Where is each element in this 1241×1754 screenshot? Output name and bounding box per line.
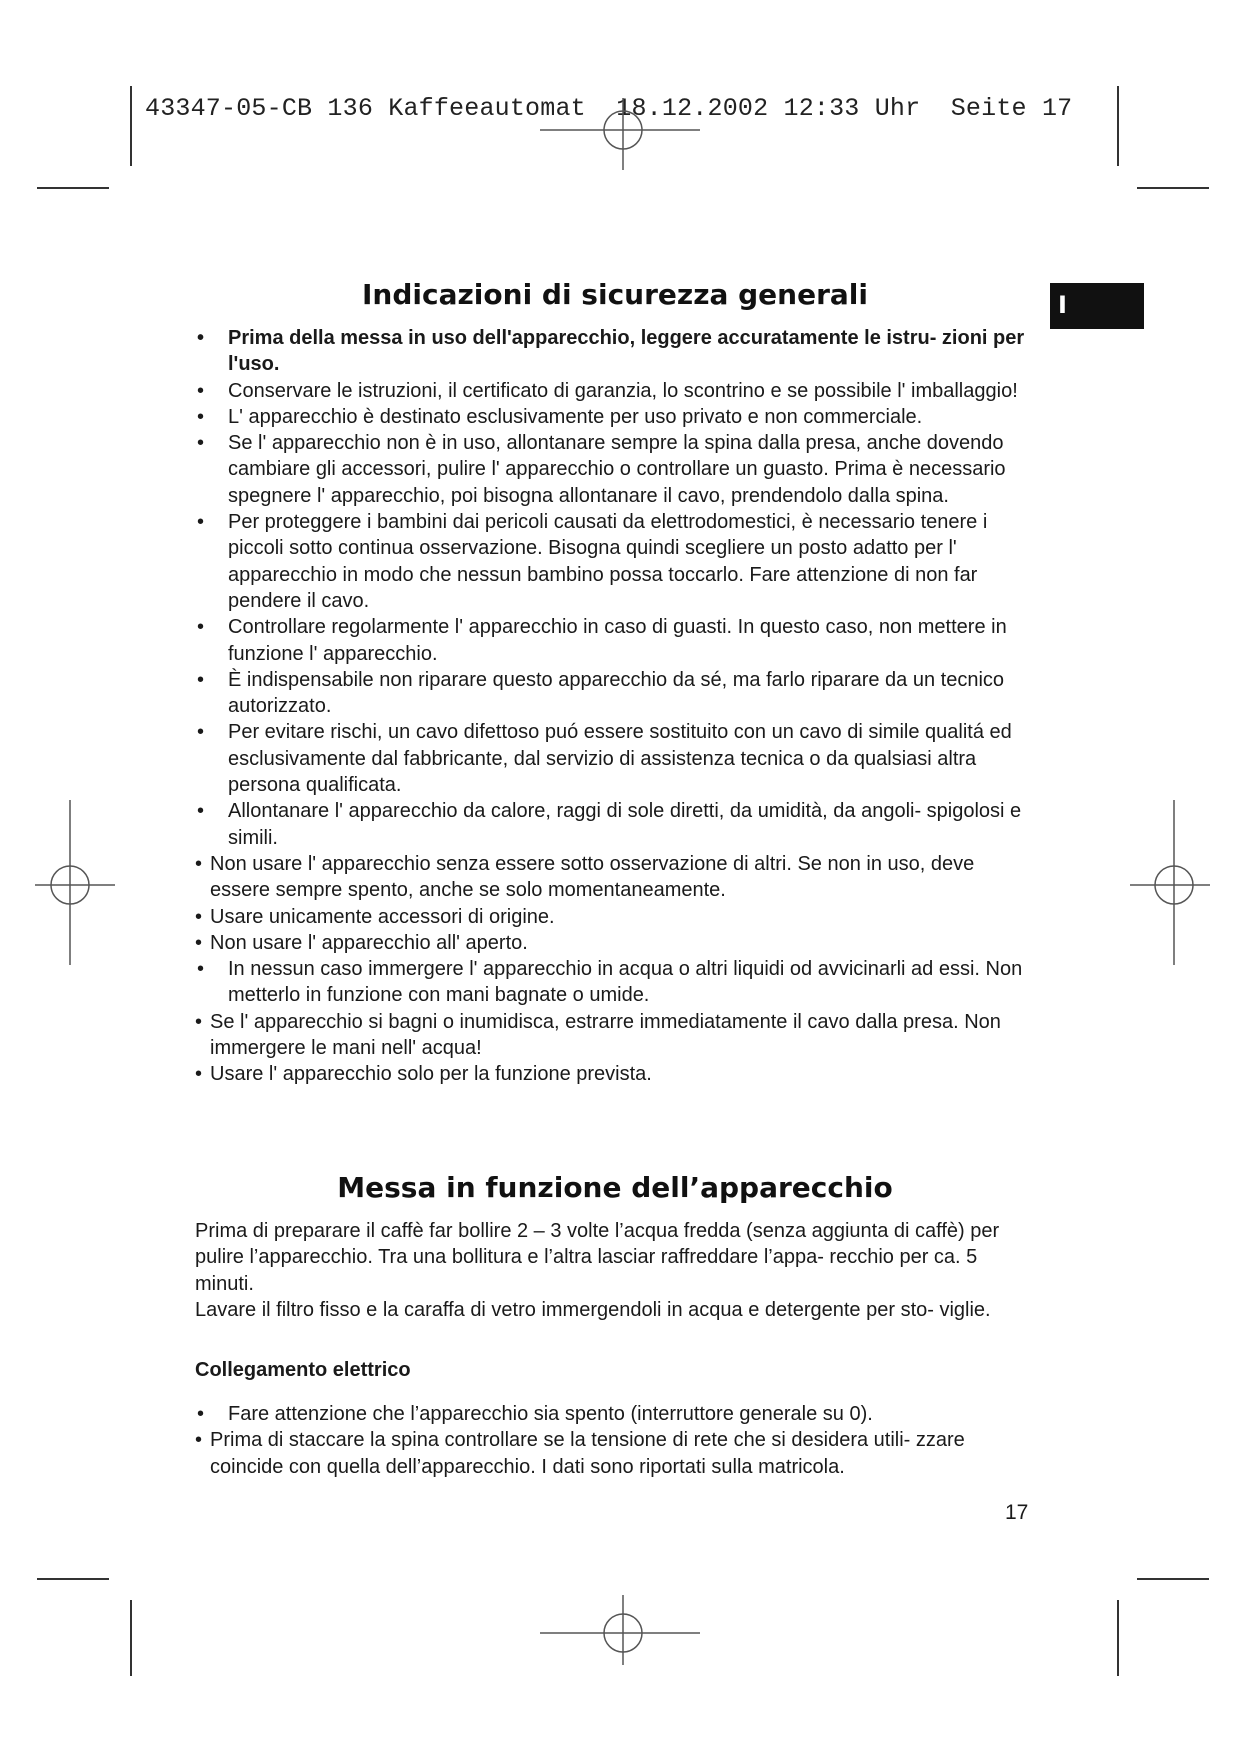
crop-mark [1117, 1600, 1119, 1676]
crop-mark [1117, 86, 1119, 166]
safety-list [195, 325, 1035, 1088]
registration-mark-icon [35, 800, 115, 965]
language-tab [1050, 283, 1144, 329]
section-title-safety: Indicazioni di sicurezza generali [362, 278, 868, 311]
list-item: • È indispensabile non riparare questo apparecchio da sé, ma farlo riparare da un tecnico autorizzato. [195, 667, 1035, 720]
electrical-list [195, 1401, 1035, 1480]
subheading-electrical: Collegamento elettrico [195, 1359, 411, 1381]
crop-mark [1137, 1578, 1209, 1580]
print-slug: 43347-05-CB 136 Kaffeeautomat 18.12.2002 12:33 Uhr Seite 17 [145, 94, 1073, 123]
crop-mark [1137, 187, 1209, 189]
list-item: • Se l' apparecchio si bagni o inumidisca, estrarre immediatamente il cavo dalla presa. Non immergere le mani nell' acqua! [195, 1009, 1035, 1062]
crop-mark [130, 86, 132, 166]
setup-paragraph-2: Lavare il filtro fisso e la caraffa di vetro immergendoli in acqua e detergente per sto- viglie. [195, 1299, 991, 1321]
registration-mark-icon [540, 80, 700, 170]
list-item: • Allontanare l' apparecchio da calore, raggi di sole diretti, da umidità, da angoli- spigolosi e simili. [195, 798, 1035, 851]
list-item: • Per evitare rischi, un cavo difettoso puó essere sostituito con un cavo di simile qualitá ed esclusivamente dal fabbricante, dal servizio di assistenza tecnica o da qualsiasi altra persona qualificata. [195, 719, 1035, 798]
crop-mark [37, 187, 109, 189]
list-item: • L' apparecchio è destinato esclusivamente per uso privato e non commerciale. [195, 404, 1035, 430]
list-item: • Prima della messa in uso dell'apparecchio, leggere accuratamente le istru- zioni per l'uso. [195, 325, 1035, 378]
list-item: • Usare unicamente accessori di origine. [195, 904, 1035, 930]
registration-mark-icon [540, 1595, 700, 1675]
list-item: • Usare l' apparecchio solo per la funzione prevista. [195, 1061, 1035, 1087]
list-item: • Se l' apparecchio non è in uso, allontanare sempre la spina dalla presa, anche dovendo cambiare gli accessori, pulire l' apparecchio o controllare un guasto. Prima è necessario spegnere l' apparecchio, poi bisogna allontanare il cavo, prendendolo dalla spina. [195, 430, 1035, 509]
list-item: • Per proteggere i bambini dai pericoli causati da elettrodomestici, è necessario tenere i piccoli sotto continua osservazione. Bisogna quindi scegliere un posto adatto per l' apparecchio in modo che nessun bambino possa toccarlo. Fare attenzione di non far pendere il cavo. [195, 509, 1035, 614]
setup-paragraph-1: Prima di preparare il caffè far bollire 2 – 3 volte l’acqua fredda (senza aggiunta di caffè) per pulire l’apparecchio. Tra una bollitura e l’altra lasciar raffreddare l’appa- recchio per ca. 5 minuti. [195, 1220, 1000, 1295]
list-item: • Non usare l' apparecchio all' aperto. [195, 930, 1035, 956]
page-number: 17 [1005, 1501, 1029, 1524]
crop-mark [37, 1578, 109, 1580]
list-item: • Conservare le istruzioni, il certificato di garanzia, lo scontrino e se possibile l' imballaggio! [195, 378, 1035, 404]
list-item: • In nessun caso immergere l' apparecchio in acqua o altri liquidi od avvicinarli ad essi. Non metterlo in funzione con mani bagnate o umide. [195, 956, 1035, 1009]
registration-mark-icon [1130, 800, 1210, 965]
section-title-setup: Messa in funzione dell’apparecchio [337, 1171, 893, 1204]
crop-mark [130, 1600, 132, 1676]
list-item: • Prima di staccare la spina controllare se la tensione di rete che si desidera utili- zzare coincide con quella dell’apparecchio. I dati sono riportati sulla matricola. [195, 1427, 1035, 1480]
list-item: • Fare attenzione che l’apparecchio sia spento (interruttore generale su 0). [195, 1401, 1035, 1427]
language-tab-label: I [1058, 291, 1067, 319]
list-item: • Non usare l' apparecchio senza essere sotto osservazione di altri. Se non in uso, deve essere sempre spento, anche se solo momentaneamente. [195, 851, 1035, 904]
list-item: • Controllare regolarmente l' apparecchio in caso di guasti. In questo caso, non mettere in funzione l' apparecchio. [195, 614, 1035, 667]
